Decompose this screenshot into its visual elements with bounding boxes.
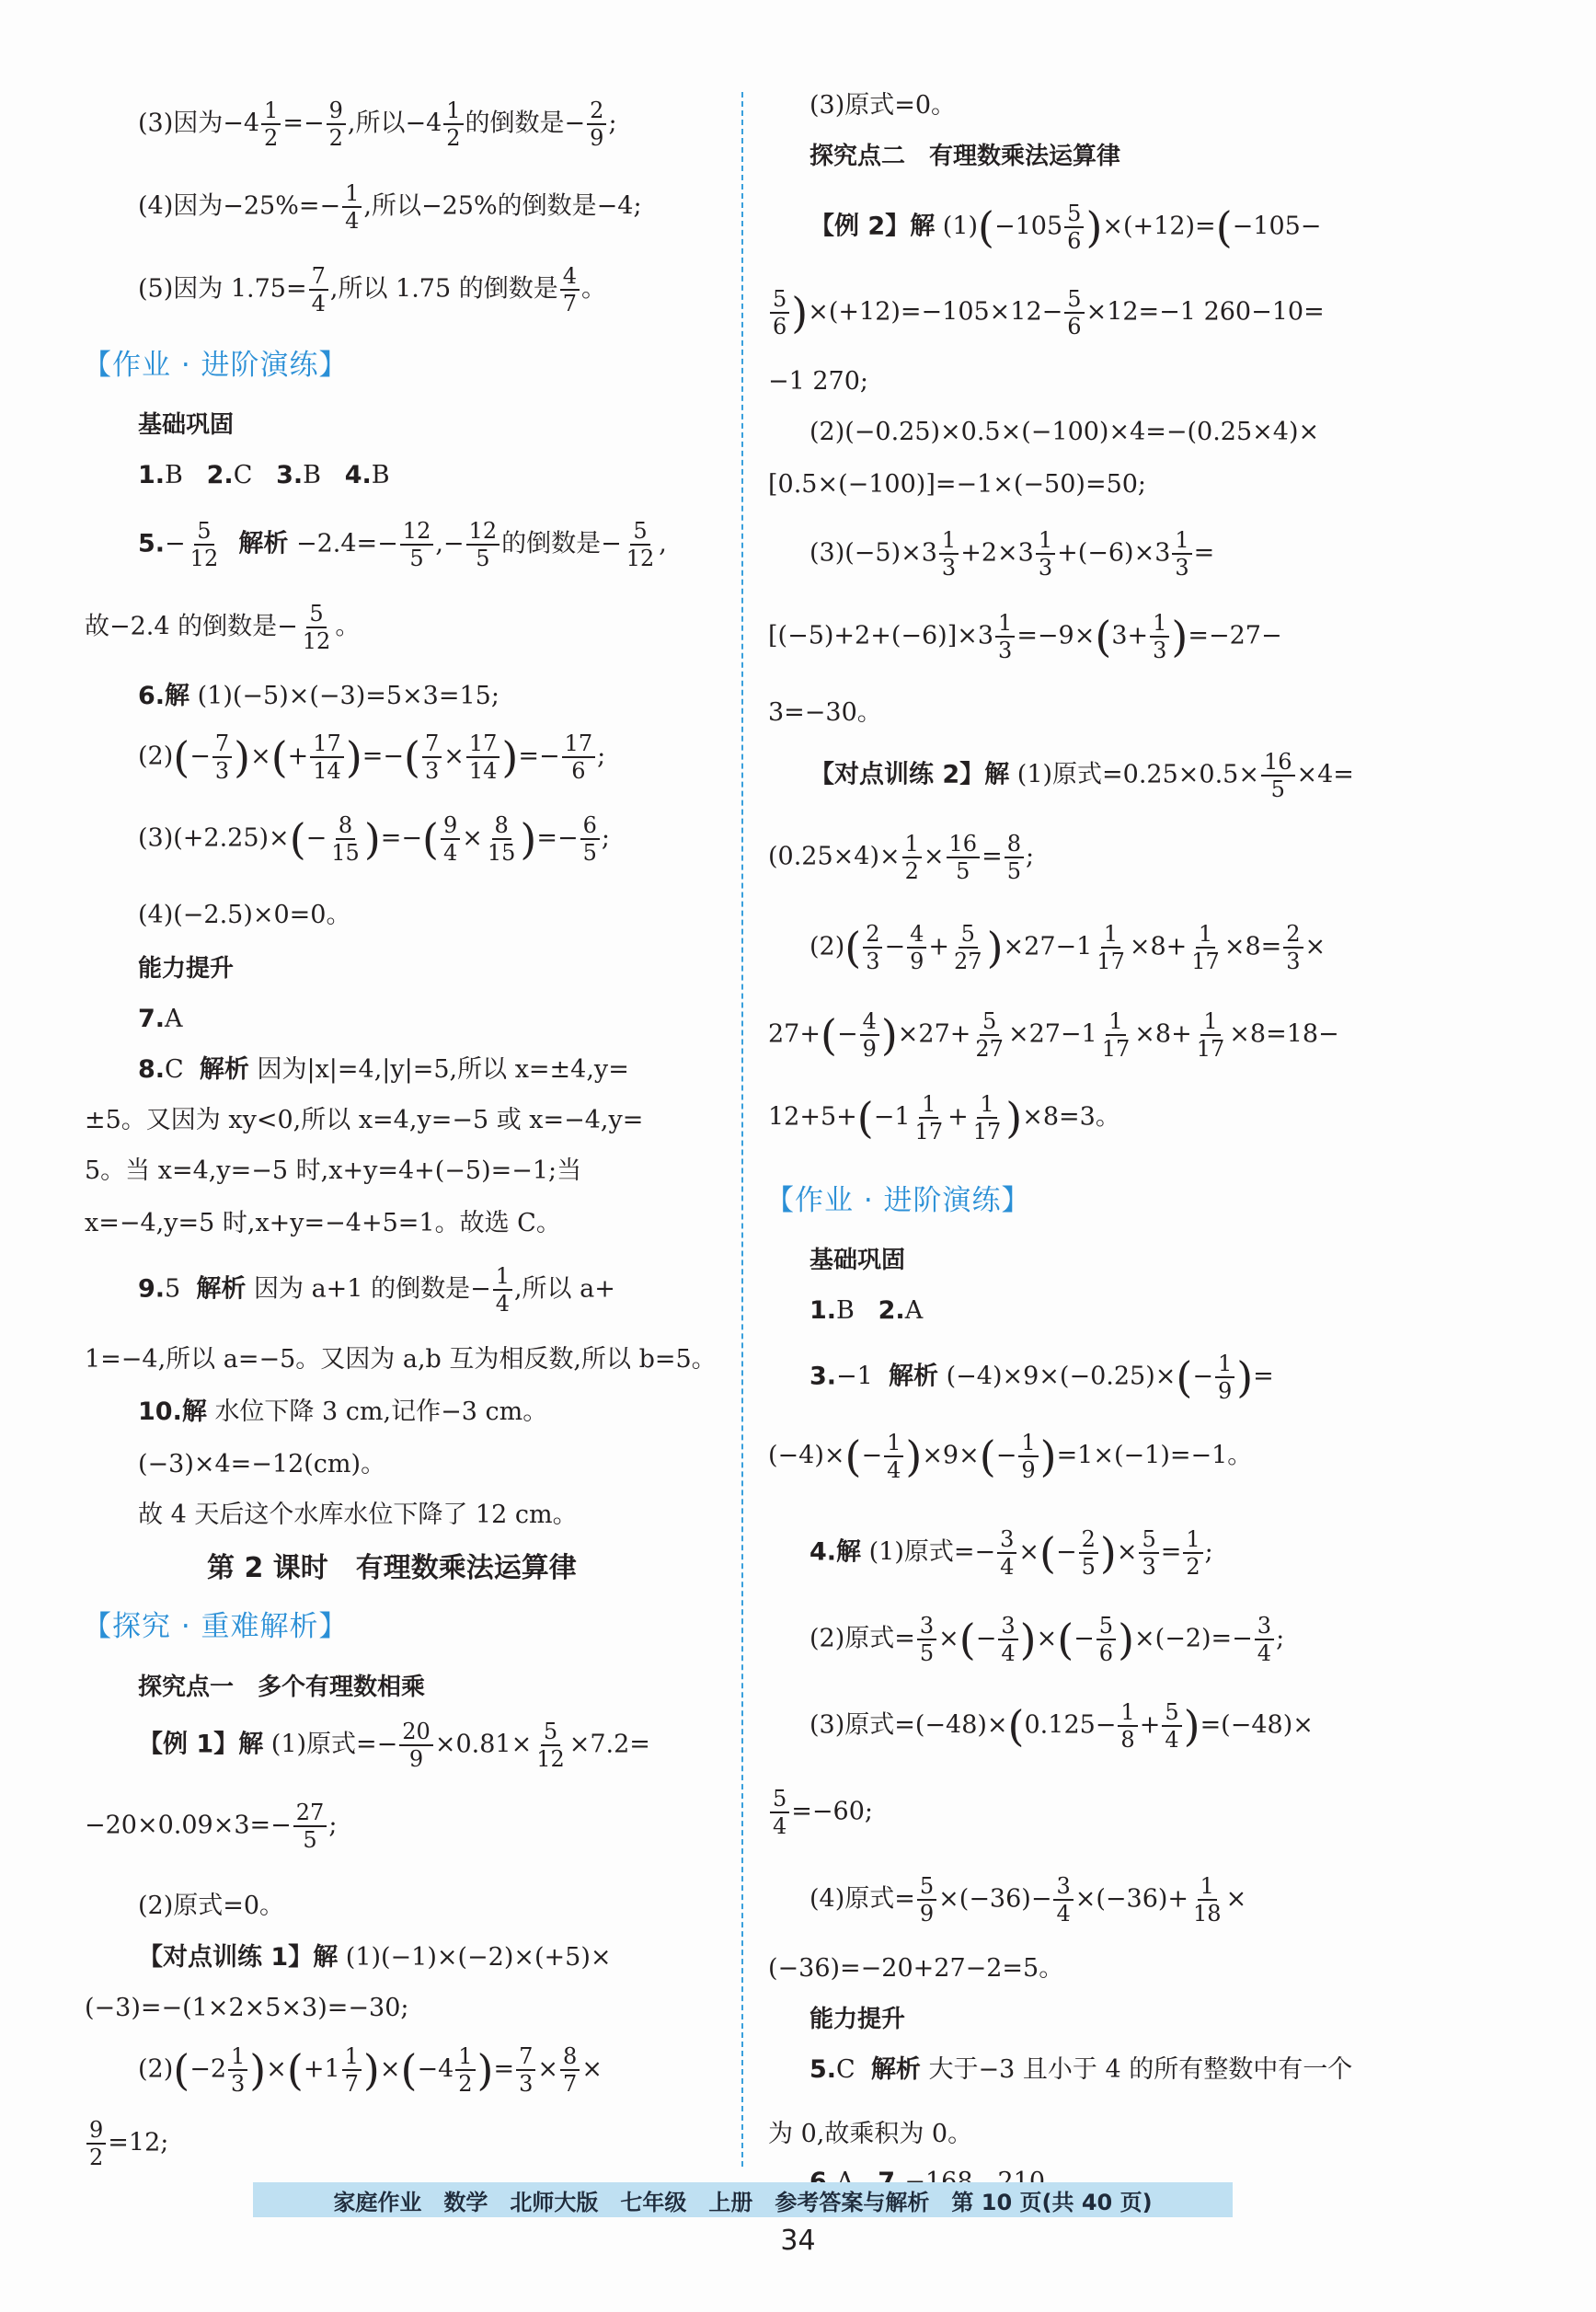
subheading-basic-2: 基础巩固 bbox=[809, 1247, 906, 1274]
reciprocal-step-3: (3)因为−4 $\frac{1}{2}$ =− $\frac{9}{2}$ ,所以−4 $\frac{1}{2}$ 的倒数是− $\frac{2}{9}$ ; bbox=[138, 98, 617, 151]
question-8-cont-3: x=−4,y=5 时,x+y=−4+5=1。故选 C。 bbox=[85, 1209, 561, 1237]
example-1: 【例 1】解 (1)原式=− $\frac{20}{9}$ ×0.81× $\frac{5}{12}$ ×7.2= bbox=[138, 1719, 650, 1772]
footer-subject: 数学 bbox=[443, 2189, 488, 2215]
footer-section: 参考答案与解析 bbox=[775, 2189, 930, 2215]
training-2-part-2-cont-1: 27+(− $\frac{4}{9}$ )×27+ $\frac{5}{27}$ ×27−1 $\frac{1}{17}$ ×8+ $\frac{1}{17}$ ×8=18− bbox=[768, 1008, 1339, 1062]
question-8-cont-2: 5。当 x=4,y=−5 时,x+y=4+(−5)=−1;当 bbox=[85, 1156, 582, 1185]
training-1: 【对点训练 1】解 (1)(−1)×(−2)×(+5)× bbox=[138, 1943, 612, 1972]
fraction: $\frac{2}{9}$ bbox=[587, 98, 606, 151]
training-2-cont: (0.25×4)× $\frac{1}{2}$ × $\frac{16}{5}$ = $\frac{8}{5}$ ; bbox=[768, 831, 1035, 884]
example-2-part-2: (2)(−0.25)×0.5×(−100)×4=−(0.25×4)× bbox=[809, 418, 1320, 446]
hw-question-4-part-4-cont: (−36)=−20+27−2=5。 bbox=[768, 1954, 1064, 1983]
footer-series: 家庭作业 bbox=[333, 2189, 422, 2215]
question-6-part-3: (3)(+2.25)×(− $\frac{8}{15}$ )=−( $\frac{9}{4}$ × $\frac{8}{15}$ )=− $\frac{6}{5}$ ; bbox=[138, 812, 611, 866]
column-divider bbox=[741, 92, 743, 2167]
footer-volume: 上册 bbox=[708, 2189, 753, 2215]
example-2-part-2-cont: [0.5×(−100)]=−1×(−50)=50; bbox=[768, 470, 1147, 499]
section-heading-homework-2: 【作业 · 进阶演练】 bbox=[765, 1184, 1031, 1217]
subheading-basic: 基础巩固 bbox=[138, 411, 235, 439]
page-number: 34 bbox=[780, 2225, 816, 2257]
section-heading-explore: 【探究 · 重难解析】 bbox=[83, 1610, 349, 1643]
training-2-part-2-cont-2: 12+5+(−1 $\frac{1}{17}$ + $\frac{1}{17}$ )×8=3。 bbox=[768, 1091, 1120, 1144]
question-7: 7.A bbox=[138, 1005, 183, 1033]
example-1-part-3: (3)原式=0。 bbox=[809, 91, 957, 120]
explore-point-2: 探究点二 有理数乘法运算律 bbox=[809, 143, 1121, 170]
training-1-part-2-cont: $\frac{9}{2}$ =12; bbox=[85, 2117, 168, 2170]
question-9: 9.5 解析 因为 a+1 的倒数是− $\frac{1}{4}$ ,所以 a+ bbox=[138, 1263, 615, 1317]
training-2: 【对点训练 2】解 (1)原式=0.25×0.5× $\frac{16}{5}$ ×4= bbox=[809, 749, 1354, 802]
training-2-part-2: (2)( $\frac{2}{3}$ − $\frac{4}{9}$ + $\frac{5}{27}$ )×27−1 $\frac{1}{17}$ ×8+ $\frac{1}{17}$ ×8= $\frac{2}{3}$ × bbox=[809, 921, 1326, 974]
example-2-part-3: (3)(−5)×3 $\frac{1}{3}$ +2×3 $\frac{1}{3}$ +(−6)×3 $\frac{1}{3}$ = bbox=[809, 527, 1215, 581]
section-heading-homework: 【作业 · 进阶演练】 bbox=[83, 349, 349, 382]
answers-1-2: 1.B 2.A bbox=[809, 1296, 924, 1325]
question-5: 5.− $\frac{5}{12}$ 解析 −2.4=− $\frac{12}{5}$ ,− $\frac{12}{5}$ 的倒数是− $\frac{5}{12}$ , bbox=[138, 518, 667, 571]
subheading-ability: 能力提升 bbox=[138, 955, 235, 983]
example-2-part-3-cont: [(−5)+2+(−6)]×3 $\frac{1}{3}$ =−9×(3+ $\frac{1}{3}$ )=−27− bbox=[768, 610, 1282, 663]
training-1-part-2: (2)(−2 $\frac{1}{3}$ )×(+1 $\frac{1}{7}$ )×(−4 $\frac{1}{2}$ )= $\frac{7}{3}$ × $\frac{8}{7}$ × bbox=[138, 2043, 603, 2097]
hw-question-5-cont: 为 0,故乘积为 0。 bbox=[768, 2120, 973, 2148]
question-6-part-4: (4)(−2.5)×0=0。 bbox=[138, 901, 351, 929]
question-5-cont: 故−2.4 的倒数是− $\frac{5}{12}$ 。 bbox=[85, 601, 361, 654]
question-6-part-2: (2)(− $\frac{7}{3}$ )×(+ $\frac{17}{14}$ )=−( $\frac{7}{3}$ × $\frac{17}{14}$ )=− $\frac{17}{6}$ ; bbox=[138, 730, 606, 784]
question-10: 10.解 水位下降 3 cm,记作−3 cm。 bbox=[138, 1398, 548, 1426]
example-1-part-2: (2)原式=0。 bbox=[138, 1892, 285, 1920]
footer-edition: 北师大版 bbox=[510, 2189, 599, 2215]
example-2: 【例 2】解 (1)(−105 $\frac{5}{6}$ )×(+12)=(−105− bbox=[809, 201, 1322, 254]
fraction: $\frac{1}{4}$ bbox=[342, 180, 362, 234]
fraction: $\frac{9}{2}$ bbox=[327, 98, 346, 151]
hw-question-3: 3.−1 解析 (−4)×9×(−0.25)×(− $\frac{1}{9}$ )= bbox=[809, 1351, 1274, 1404]
reciprocal-step-5: (5)因为 1.75= $\frac{7}{4}$ ,所以 1.75 的倒数是 $\frac{4}{7}$ 。 bbox=[138, 263, 607, 316]
hw-question-3-cont: (−4)×(− $\frac{1}{4}$ )×9×(− $\frac{1}{9}$ )=1×(−1)=−1。 bbox=[768, 1430, 1253, 1483]
answers-1-4: 1.B 2.C 3.B 4.B bbox=[138, 461, 390, 489]
hw-question-4-part-4: (4)原式= $\frac{5}{9}$ ×(−36)− $\frac{3}{4}$ ×(−36)+ $\frac{1}{18}$ × bbox=[809, 1873, 1247, 1927]
example-2-part-3-result: 3=−30。 bbox=[768, 698, 882, 727]
footer-grade: 七年级 bbox=[620, 2189, 687, 2215]
subheading-ability-2: 能力提升 bbox=[809, 2006, 906, 2033]
hw-question-4-part-3: (3)原式=(−48)×(0.125− $\frac{1}{8}$ + $\frac{5}{4}$ )=(−48)× bbox=[809, 1699, 1314, 1753]
hw-question-4-part-1: 4.解 (1)原式=− $\frac{3}{4}$ ×(− $\frac{2}{5}$ )× $\frac{5}{3}$ = $\frac{1}{2}$ ; bbox=[809, 1526, 1213, 1580]
question-10-conclusion: 故 4 天后这个水库水位下降了 12 cm。 bbox=[138, 1501, 578, 1529]
fraction: $\frac{1}{2}$ bbox=[261, 98, 281, 151]
example-2-cont-1: $\frac{5}{6}$ )×(+12)=−105×12− $\frac{5}{6}$ ×12=−1 260−10= bbox=[768, 286, 1325, 339]
lesson-title: 第 2 课时 有理数乘法运算律 bbox=[207, 1552, 577, 1584]
example-1-cont: −20×0.09×3=− $\frac{27}{5}$ ; bbox=[85, 1800, 338, 1853]
question-8: 8.C 解析 因为|x|=4,|y|=5,所以 x=±4,y= bbox=[138, 1055, 629, 1084]
example-2-cont-2: −1 270; bbox=[768, 367, 869, 396]
footer-page-of: 第 10 页(共 40 页) bbox=[951, 2189, 1153, 2215]
explore-point-1: 探究点一 多个有理数相乘 bbox=[138, 1674, 426, 1701]
training-1-cont: (−3)=−(1×2×5×3)=−30; bbox=[85, 1994, 409, 2022]
question-10-calc: (−3)×4=−12(cm)。 bbox=[138, 1450, 386, 1478]
hw-question-4-part-2: (2)原式= $\frac{3}{5}$ ×(− $\frac{3}{4}$ )×(− $\frac{5}{6}$ )×(−2)=− $\frac{3}{4}$ ; bbox=[809, 1613, 1285, 1666]
analysis-label: 解析 bbox=[238, 529, 289, 558]
fraction: $\frac{1}{2}$ bbox=[443, 98, 463, 151]
hw-question-5: 5.C 解析 大于−3 且小于 4 的所有整数中有一个 bbox=[809, 2055, 1353, 2084]
question-9-cont: 1=−4,所以 a=−5。又因为 a,b 互为相反数,所以 b=5。 bbox=[85, 1345, 717, 1374]
hw-question-4-part-3-cont: $\frac{5}{4}$ =−60; bbox=[768, 1786, 873, 1839]
fraction: $\frac{7}{4}$ bbox=[309, 263, 328, 316]
page-footer-band bbox=[253, 2182, 1233, 2217]
question-8-cont-1: ±5。又因为 xy<0,所以 x=4,y=−5 或 x=−4,y= bbox=[85, 1106, 644, 1134]
question-6-part-1: 6.解 (1)(−5)×(−3)=5×3=15; bbox=[138, 682, 499, 710]
reciprocal-step-4: (4)因为−25%=− $\frac{1}{4}$ ,所以−25%的倒数是−4; bbox=[138, 180, 642, 234]
fraction: $\frac{4}{7}$ bbox=[560, 263, 580, 316]
